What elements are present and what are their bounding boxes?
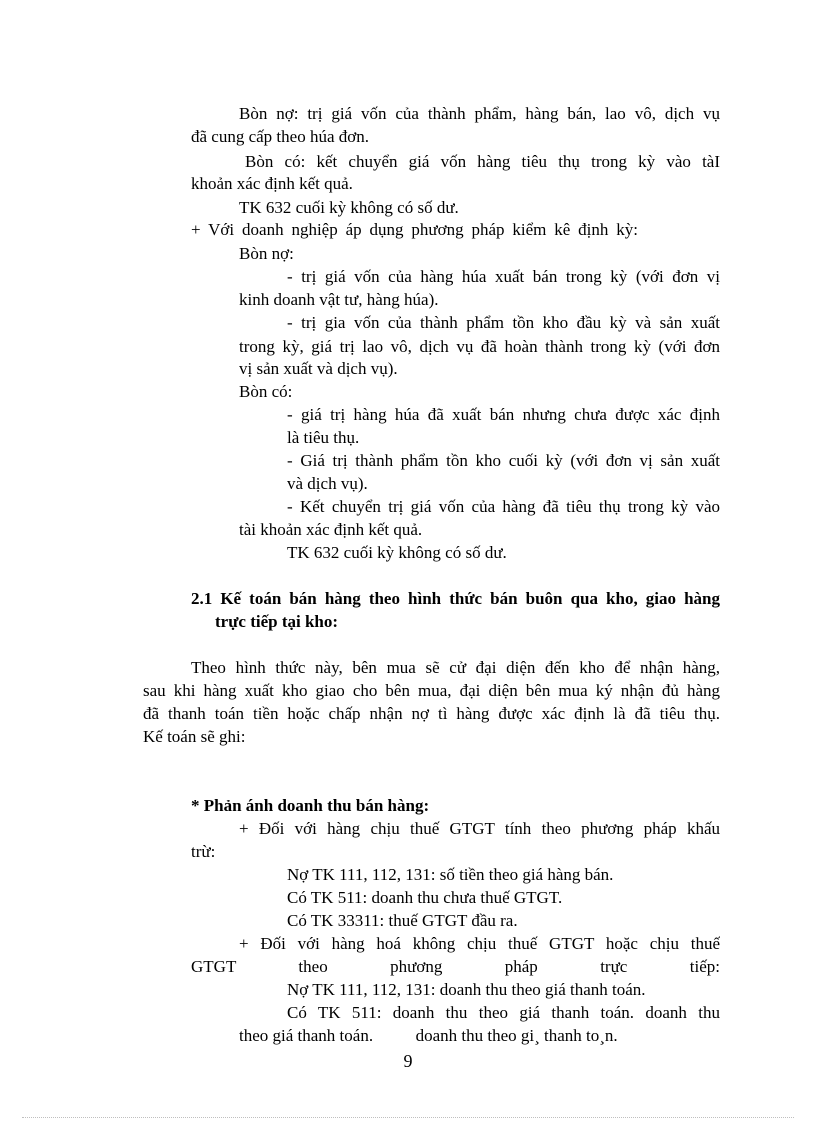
subheading: * Phản ánh doanh thu bán hàng: <box>191 796 430 815</box>
text-line: + Với doanh nghiệp áp dụng phương pháp kiểm kê định kỳ: <box>191 220 638 239</box>
text-line: và dịch vụ). <box>287 474 368 493</box>
text-line: - Giá trị thành phẩm tồn kho cuối kỳ (với đơn vị sản xuất <box>287 451 720 470</box>
text-line: Có TK 511: doanh thu theo giá thanh toán. doanh thu <box>287 1003 720 1022</box>
text-line: trong kỳ, giá trị lao vô, dịch vụ đã hoàn thành trong kỳ (với đơn <box>239 337 720 356</box>
text-line: Có TK 33311: thuế GTGT đầu ra. <box>287 911 518 930</box>
text-line: Có TK 511: doanh thu chưa thuế GTGT. <box>287 888 563 907</box>
text-line: Kế toán sẽ ghi: <box>143 727 246 746</box>
text-line: Nợ TK 111, 112, 131: số tiền theo giá hàng bán. <box>287 865 614 884</box>
section-heading: 2.1 Kế toán bán hàng theo hình thức bán buôn qua kho, giao hàng <box>191 589 720 608</box>
text-line: tài khoản xác định kết quả. <box>239 520 423 539</box>
text-line: - trị giá vốn của hàng húa xuất bán trong kỳ (với đơn vị <box>287 267 720 286</box>
section-heading: trực tiếp tại kho: <box>215 612 339 631</box>
page-divider <box>22 1117 794 1118</box>
text-line: Bòn nợ: <box>239 244 294 263</box>
text-line: đã cung cấp theo húa đơn. <box>191 127 369 146</box>
text-line: GTGT theo phương pháp trực tiếp: <box>191 957 720 976</box>
text-line: + Đối với hàng chịu thuế GTGT tính theo phương pháp khấu <box>239 819 720 838</box>
text-line: - trị gia vốn của thành phẩm tồn kho đầu kỳ và sản xuất <box>287 313 720 332</box>
text-line: trừ: <box>191 842 216 861</box>
text-line: - giá trị hàng húa đã xuất bán nhưng chưa được xác định <box>287 405 720 424</box>
text-line: vị sản xuất và dịch vụ). <box>239 359 398 378</box>
text-line: theo giá thanh toán. doanh thu theo gi¸ thanh to¸n. <box>239 1026 618 1045</box>
text-line: + Đối với hàng hoá không chịu thuế GTGT hoặc chịu thuế <box>239 934 720 953</box>
text-line: khoản xác định kết quả. <box>191 174 353 193</box>
text-line: - Kết chuyển trị giá vốn của hàng đã tiêu thụ trong kỳ vào <box>287 497 720 516</box>
text-line: kinh doanh vật tư, hàng húa). <box>239 290 439 309</box>
text-line: Bòn có: <box>239 382 293 401</box>
text-line: Bòn có: kết chuyển giá vốn hàng tiêu thụ trong kỳ vào tàI <box>245 152 720 171</box>
text-line: TK 632 cuối kỳ không có số dư. <box>287 543 507 562</box>
page-number: 9 <box>403 1051 413 1071</box>
text-line: đã thanh toán tiền hoặc chấp nhận nợ tì hàng được xác định là đã tiêu thụ. <box>143 704 720 723</box>
text-line: Nợ TK 111, 112, 131: doanh thu theo giá thanh toán. <box>287 980 646 999</box>
text-line: Theo hình thức này, bên mua sẽ cử đại diện đến kho để nhận hàng, <box>191 658 720 677</box>
text-line: là tiêu thụ. <box>287 428 360 447</box>
text-line: TK 632 cuối kỳ không có số dư. <box>239 198 459 217</box>
text-line: sau khi hàng xuất kho giao cho bên mua, đại diện bên mua ký nhận đủ hàng <box>143 681 720 700</box>
text-line: Bòn nợ: trị giá vốn của thành phẩm, hàng bán, lao vô, dịch vụ <box>239 104 720 123</box>
